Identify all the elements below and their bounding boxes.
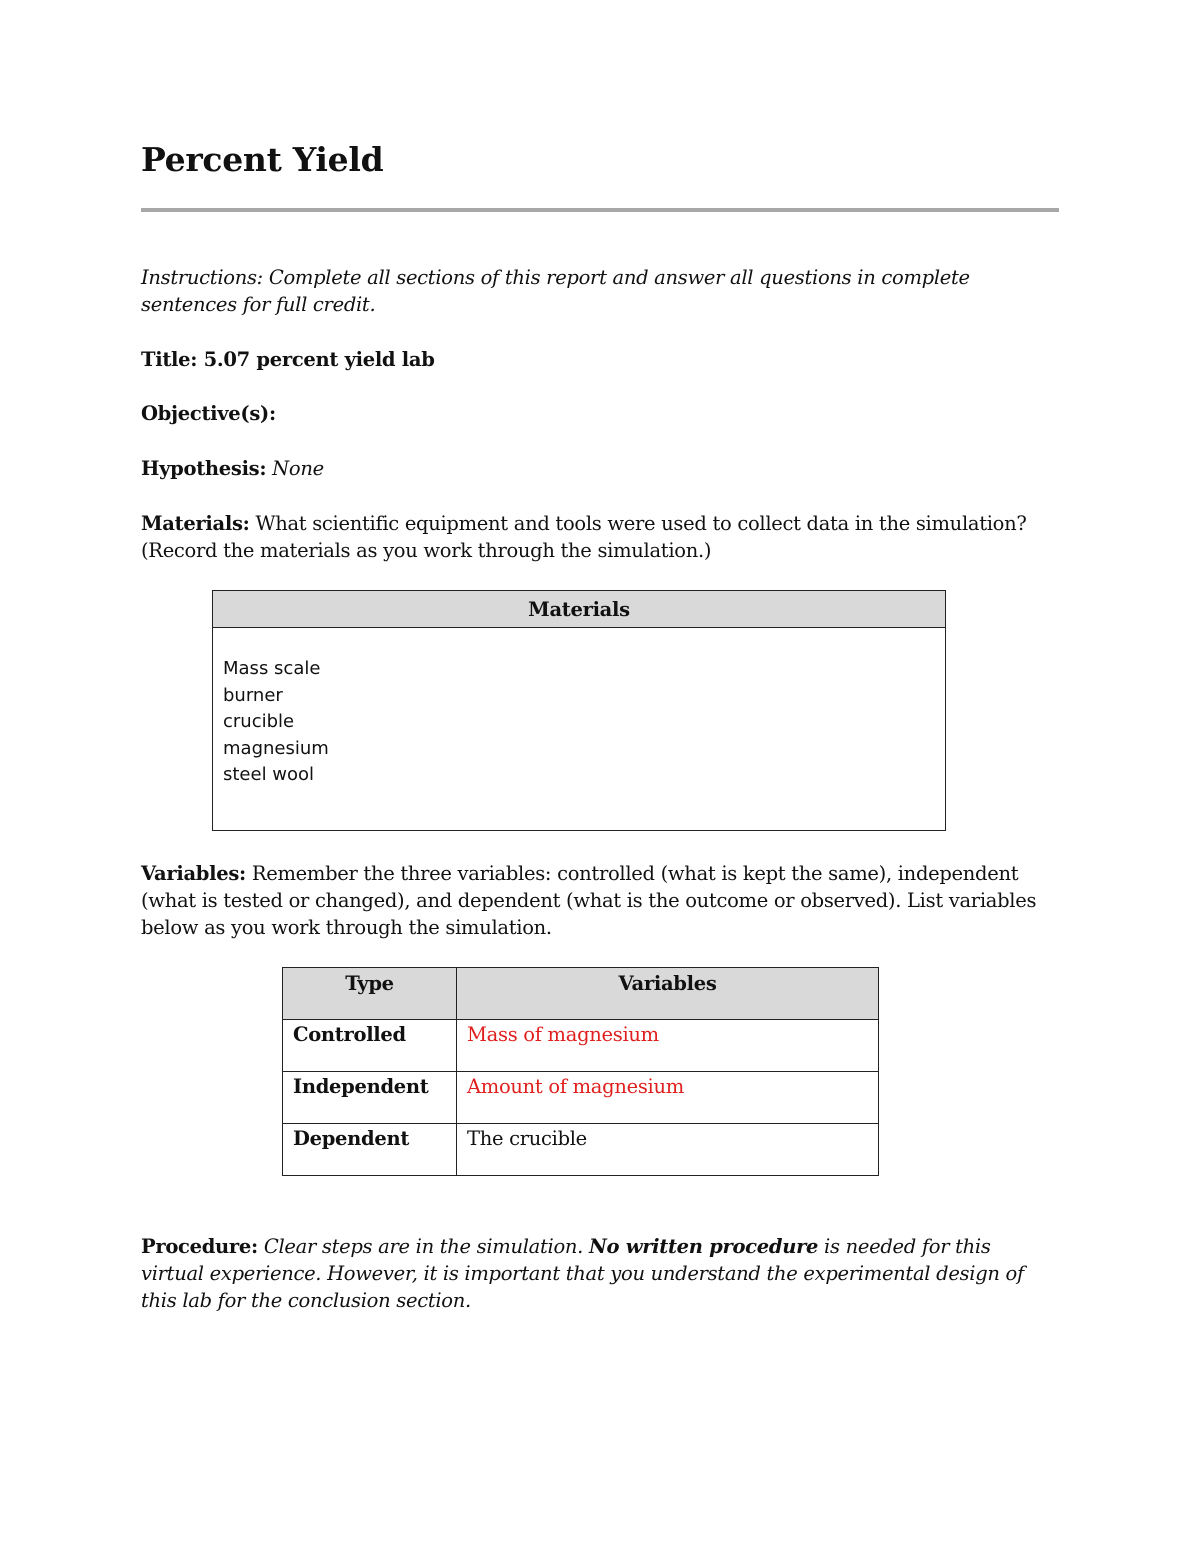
procedure-paragraph xyxy=(141,1233,1059,1314)
materials-text: What scientific equipment and tools were used to collect data in the simulation? (Record the materials as you work through the simulation.) xyxy=(141,512,1027,562)
variable-value-cell: Mass of magnesium xyxy=(457,1020,879,1072)
procedure-label: Procedure: xyxy=(141,1235,258,1258)
materials-item: burner xyxy=(223,684,283,706)
procedure-text-2: is needed for this virtual experience. However, it is important that you understand the experimental design of this lab for the conclusion section. xyxy=(141,1235,1024,1312)
materials-label: Materials: xyxy=(141,512,250,535)
title-label: Title: xyxy=(141,348,198,371)
variable-type-cell: Dependent xyxy=(283,1124,457,1176)
variables-header-row xyxy=(283,968,879,1020)
variable-type-cell: Independent xyxy=(283,1072,457,1124)
instructions-text: Instructions: Complete all sections of this report and answer all questions in complete sentences for full credit. xyxy=(141,266,970,316)
variables-label: Variables: xyxy=(141,862,246,885)
variables-header-variables: Variables xyxy=(457,968,879,1020)
table-row xyxy=(283,1072,879,1124)
materials-table xyxy=(212,590,946,831)
variables-header-type: Type xyxy=(283,968,457,1020)
title-value: 5.07 percent yield lab xyxy=(197,348,435,371)
materials-item: steel wool xyxy=(223,764,315,785)
variables-text: Remember the three variables: controlled (what is kept the same), independent (what is tested or changed), and dependent (what is the outcome or observed). List variables below as you work through the simulation. xyxy=(141,862,1037,939)
variables-paragraph xyxy=(141,860,1059,941)
variables-table xyxy=(282,967,879,1176)
variable-value-cell: The crucible xyxy=(457,1124,879,1176)
materials-paragraph xyxy=(141,510,1059,564)
objective-label: Objective(s): xyxy=(141,402,276,425)
procedure-text-1: Clear steps are in the simulation. xyxy=(263,1235,589,1258)
hypothesis-line xyxy=(141,455,1059,482)
variable-value-cell: Amount of magnesium xyxy=(457,1072,879,1124)
procedure-text-bold: No written procedure xyxy=(588,1235,819,1258)
materials-item: crucible xyxy=(223,711,295,732)
title-divider xyxy=(141,208,1059,212)
materials-item: Mass scale xyxy=(223,658,321,679)
materials-item: magnesium xyxy=(223,737,329,759)
hypothesis-label: Hypothesis: xyxy=(141,457,267,480)
materials-table-header: Materials xyxy=(213,591,945,628)
page-title: Percent Yield xyxy=(141,140,384,179)
materials-list xyxy=(213,628,945,789)
title-line xyxy=(141,346,1059,373)
table-row xyxy=(283,1124,879,1176)
hypothesis-value: None xyxy=(272,457,324,480)
variable-type-cell: Controlled xyxy=(283,1020,457,1072)
table-row xyxy=(283,1020,879,1072)
